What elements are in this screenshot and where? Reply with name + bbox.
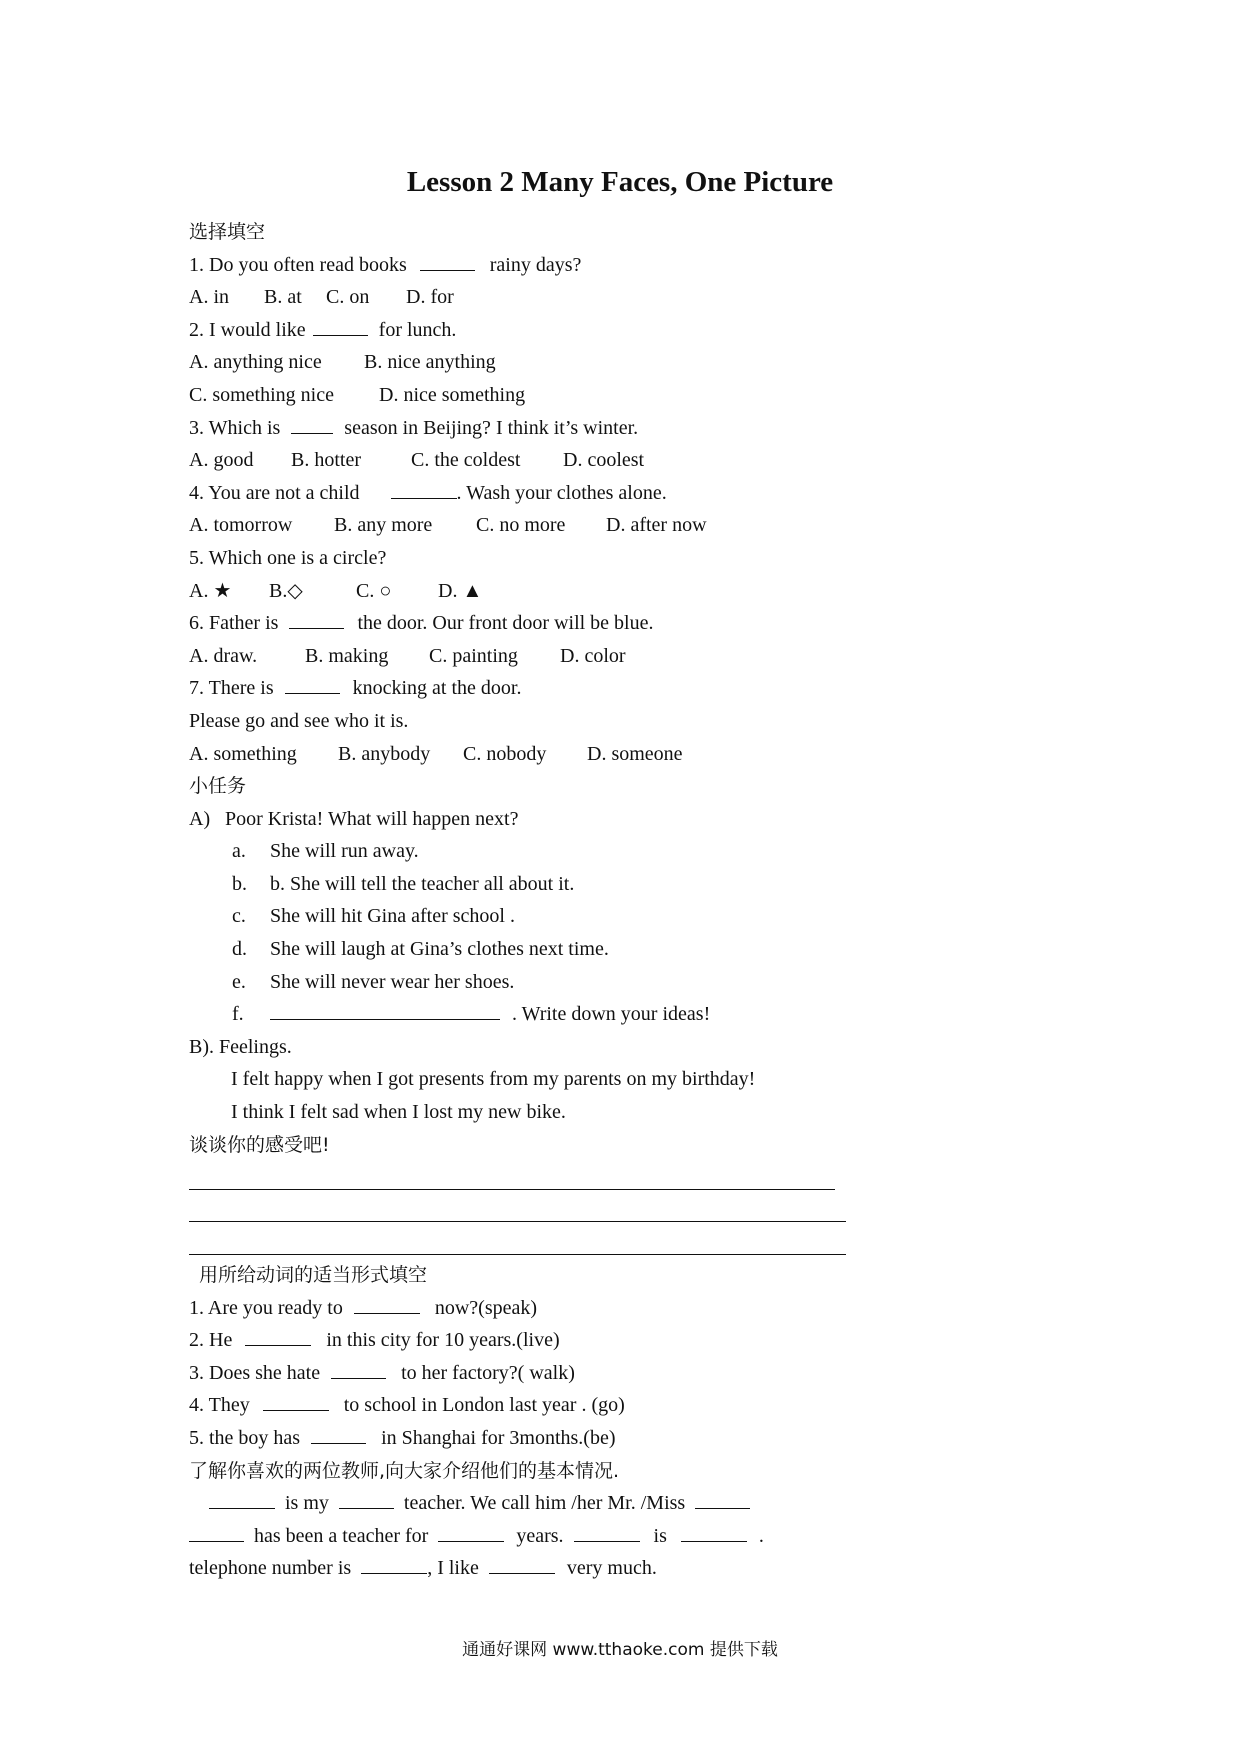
option: A. in: [189, 286, 229, 309]
option: A. anything nice: [189, 351, 322, 374]
verb-question-1: 1. Are you ready to now?(speak): [189, 1292, 869, 1325]
option: B. nice anything: [364, 351, 496, 374]
question-5-options: [189, 575, 869, 608]
option: C. no more: [476, 514, 566, 537]
question-6-options: [189, 640, 869, 673]
question-7-options: [189, 738, 869, 771]
answer-blank[interactable]: [695, 1488, 750, 1509]
option: D. after now: [606, 514, 707, 537]
option: B. hotter: [291, 449, 361, 472]
option: C. painting: [429, 644, 518, 667]
question-6: 6. Father is the door. Our front door will be blue.: [189, 607, 869, 640]
part-b-example-2: I think I felt sad when I lost my new bike.: [231, 1101, 566, 1124]
verb-question-2: 2. He in this city for 10 years.(live): [189, 1324, 869, 1357]
answer-blank[interactable]: [391, 478, 457, 499]
option: B.◇: [269, 579, 303, 602]
verb-question-4: 4. They to school in London last year . (go): [189, 1389, 869, 1422]
verb-question-3: 3. Does she hate to her factory?( walk): [189, 1357, 869, 1390]
part-b-heading: B). Feelings.: [189, 1035, 292, 1058]
answer-blank[interactable]: [681, 1521, 747, 1542]
writing-line[interactable]: [189, 1161, 869, 1194]
writing-line[interactable]: [189, 1194, 869, 1227]
option: A. good: [189, 449, 254, 472]
answer-blank[interactable]: [270, 999, 500, 1020]
part-a-item: c. She will hit Gina after school .: [232, 905, 515, 928]
section-heading-multiple-choice: 选择填空: [189, 221, 266, 243]
part-a-prompt: A) Poor Krista! What will happen next?: [189, 807, 519, 830]
question-5: 5. Which one is a circle?: [189, 546, 387, 569]
part-b-prompt: 谈谈你的感受吧!: [189, 1133, 330, 1156]
answer-blank[interactable]: [245, 1325, 311, 1346]
question-1: 1. Do you often read books rainy days?: [189, 249, 869, 282]
question-1-options: [189, 281, 869, 314]
question-2-options-row1: [189, 346, 869, 379]
option: C. nobody: [463, 742, 547, 765]
part-a-item: e. She will never wear her shoes.: [232, 970, 515, 993]
option: C. the coldest: [411, 449, 521, 472]
question-3-options: [189, 444, 869, 477]
option: D. color: [560, 644, 626, 667]
answer-blank[interactable]: [339, 1488, 394, 1509]
option: D. nice something: [379, 383, 526, 406]
question-3: 3. Which is season in Beijing? I think it’s winter.: [189, 412, 869, 445]
page-footer: 通通好课网 www.tthaoke.com 提供下载: [462, 1640, 778, 1660]
verb-question-5: 5. the boy has in Shanghai for 3months.(be): [189, 1422, 869, 1455]
part-a-item: d. She will laugh at Gina’s clothes next time.: [232, 938, 609, 961]
answer-blank[interactable]: [263, 1390, 329, 1411]
option: B. at: [264, 286, 302, 309]
option: B. anybody: [338, 742, 431, 765]
option: C. on: [326, 286, 370, 309]
option: D. coolest: [563, 449, 645, 472]
answer-blank[interactable]: [438, 1521, 504, 1542]
answer-blank[interactable]: [361, 1553, 427, 1574]
option: C. something nice: [189, 383, 334, 406]
answer-blank[interactable]: [311, 1423, 366, 1444]
answer-blank[interactable]: [285, 673, 340, 694]
option: D. ▲: [438, 579, 483, 602]
answer-blank[interactable]: [189, 1521, 244, 1542]
question-2-options-row2: [189, 379, 869, 412]
writing-line[interactable]: [189, 1226, 869, 1259]
section-heading-teachers: 了解你喜欢的两位教师,向大家介绍他们的基本情况.: [189, 1459, 620, 1482]
option: A. draw.: [189, 644, 258, 667]
question-7-line2: Please go and see who it is.: [189, 709, 409, 732]
option: A. ★: [189, 579, 232, 602]
question-2: 2. I would like for lunch.: [189, 314, 869, 347]
teacher-line-2: has been a teacher for years. is .: [189, 1520, 869, 1553]
option: A. tomorrow: [189, 514, 293, 537]
question-7: 7. There is knocking at the door.: [189, 672, 869, 705]
option: C. ○: [356, 579, 392, 602]
part-b-example-1: I felt happy when I got presents from my parents on my birthday!: [231, 1068, 756, 1091]
answer-blank[interactable]: [354, 1293, 420, 1314]
option: B. any more: [334, 514, 433, 537]
section-heading-verb-forms: 用所给动词的适当形式填空: [199, 1264, 428, 1286]
answer-blank[interactable]: [574, 1521, 640, 1542]
option: B. making: [305, 644, 389, 667]
answer-blank[interactable]: [209, 1488, 275, 1509]
teacher-line-3: telephone number is , I like very much.: [189, 1552, 869, 1585]
answer-blank[interactable]: [420, 250, 475, 271]
part-a-item-f: f. . Write down your ideas!: [189, 998, 869, 1031]
section-heading-small-task: 小任务: [189, 775, 247, 798]
option: D. for: [406, 286, 454, 309]
answer-blank[interactable]: [291, 413, 333, 434]
question-4-options: [189, 509, 869, 542]
part-a-item: a. She will run away.: [232, 840, 419, 863]
question-4: 4. You are not a child . Wash your clothes alone.: [189, 477, 869, 510]
option: A. something: [189, 742, 297, 765]
answer-blank[interactable]: [289, 608, 344, 629]
option: D. someone: [587, 742, 683, 765]
answer-blank[interactable]: [313, 315, 368, 336]
part-a-item: b. b. She will tell the teacher all about it.: [232, 872, 575, 895]
answer-blank[interactable]: [331, 1358, 386, 1379]
teacher-line-1: is my teacher. We call him /her Mr. /Miss: [189, 1487, 869, 1520]
answer-blank[interactable]: [489, 1553, 555, 1574]
worksheet-content: [189, 216, 869, 1585]
page-title: Lesson 2 Many Faces, One Picture: [406, 166, 834, 198]
